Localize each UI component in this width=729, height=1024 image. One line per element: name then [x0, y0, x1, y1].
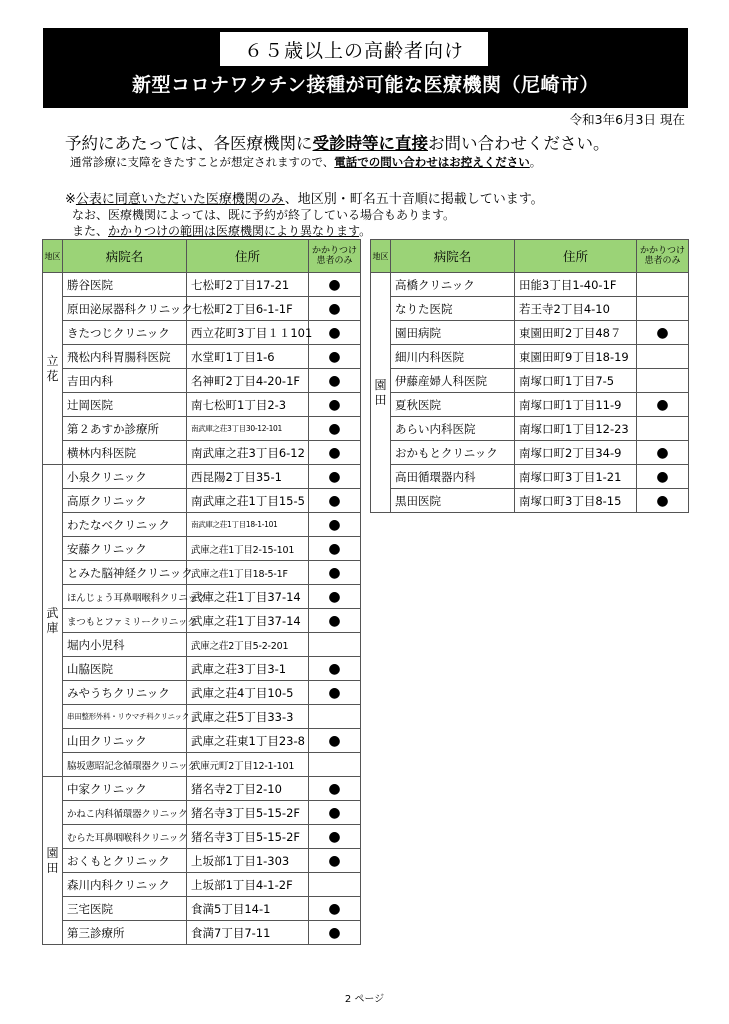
hospital-name: 原田泌尿器科クリニック [63, 297, 187, 321]
hospital-address: 南武庫之荘1丁目15-5 [187, 489, 309, 513]
notice-emphasis: 公表に同意いただいた医療機関のみ [75, 192, 285, 207]
hospital-address: 南塚口町3丁目8-15 [515, 489, 637, 513]
table-row [43, 393, 361, 417]
hospital-address: 西立花町3丁目１１101 [187, 321, 309, 345]
kakaritsuke-only-mark [309, 633, 361, 657]
hospital-address: 武庫之荘東1丁目23-8 [187, 729, 309, 753]
hospital-name: 第２あすか診療所 [63, 417, 187, 441]
hospital-name: 森川内科クリニック [63, 873, 187, 897]
hospital-address: 上坂部1丁目1-303 [187, 849, 309, 873]
hospital-address: 武庫之荘1丁目37-14 [187, 585, 309, 609]
hospital-address: 武庫之荘4丁目10-5 [187, 681, 309, 705]
kakaritsuke-only-mark: ● [309, 369, 361, 393]
hospital-address: 猪名寺3丁目5-15-2F [187, 825, 309, 849]
hospital-name: かねこ内科循環器クリニック [63, 801, 187, 825]
table-row [43, 873, 361, 897]
address-header: 住所 [515, 240, 637, 273]
kakaritsuke-only-mark [637, 369, 689, 393]
hospital-name: 黒田医院 [391, 489, 515, 513]
left-hospital-table [42, 239, 361, 945]
table-row [43, 609, 361, 633]
hospital-address: 南塚口町1丁目7-5 [515, 369, 637, 393]
kakaritsuke-only-mark: ● [309, 825, 361, 849]
table-row [43, 465, 361, 489]
page-number: 2 ページ [344, 994, 385, 1005]
kakaritsuke-only-mark: ● [309, 681, 361, 705]
name-header: 病院名 [63, 240, 187, 273]
notice-scope [72, 222, 371, 239]
kakaritsuke-header [309, 240, 361, 273]
hospital-address: 食満7丁目7-11 [187, 921, 309, 945]
kakaritsuke-only-mark: ● [637, 465, 689, 489]
hospital-name: 堀内小児科 [63, 633, 187, 657]
hospital-name: 横林内科医院 [63, 441, 187, 465]
kakaritsuke-only-mark: ● [309, 417, 361, 441]
table-row [43, 417, 361, 441]
table-row [43, 681, 361, 705]
kakaritsuke-header-line1: かかりつけ [639, 246, 685, 256]
hospital-name: 園田病院 [391, 321, 515, 345]
hospital-name: むらた耳鼻咽喉科クリニック [63, 825, 187, 849]
kakaritsuke-only-mark: ● [309, 297, 361, 321]
hospital-name: 高原クリニック [63, 489, 187, 513]
kakaritsuke-only-mark: ● [309, 537, 361, 561]
hospital-address: 猪名寺3丁目5-15-2F [187, 801, 309, 825]
kakaritsuke-only-mark: ● [637, 321, 689, 345]
hospital-name: 小泉クリニック [63, 465, 187, 489]
hospital-name: とみた脳神経クリニック [63, 561, 187, 585]
table-row [43, 657, 361, 681]
kakaritsuke-only-mark [637, 417, 689, 441]
notice-text: 、地区別・町名五十音順に掲載しています。 [284, 192, 544, 207]
kakaritsuke-only-mark: ● [309, 609, 361, 633]
subtitle: ６５歳以上の高齢者向け [243, 39, 464, 62]
table-row [371, 393, 689, 417]
table-row [371, 345, 689, 369]
hospital-name: 細川内科医院 [391, 345, 515, 369]
hospital-address: 南武庫之荘3丁目30-12-101 [187, 417, 309, 441]
table-row [43, 513, 361, 537]
hospital-name: 第三診療所 [63, 921, 187, 945]
table-row [43, 825, 361, 849]
hospital-name: 吉田内科 [63, 369, 187, 393]
notice-text: 。 [529, 155, 542, 169]
table-row [371, 297, 689, 321]
kakaritsuke-only-mark: ● [309, 393, 361, 417]
notice-text: また、 [72, 224, 109, 238]
kakaritsuke-only-mark [637, 345, 689, 369]
kakaritsuke-only-mark [637, 297, 689, 321]
kakaritsuke-only-mark: ● [309, 561, 361, 585]
notice-reservation [65, 130, 610, 154]
hospital-address: 武庫之荘1丁目2-15-101 [187, 537, 309, 561]
hospital-address: 七松町2丁目17-21 [187, 273, 309, 297]
table-row [43, 801, 361, 825]
kakaritsuke-only-mark: ● [309, 345, 361, 369]
kakaritsuke-header-line1: かかりつけ [311, 246, 357, 256]
table-row [43, 345, 361, 369]
hospital-address: 猪名寺2丁目2-10 [187, 777, 309, 801]
table-row [43, 705, 361, 729]
hospital-address: 南塚口町1丁目11-9 [515, 393, 637, 417]
table-header-row [43, 240, 361, 273]
hospital-address: 田能3丁目1-40-1F [515, 273, 637, 297]
kakaritsuke-header [637, 240, 689, 273]
address-header: 住所 [187, 240, 309, 273]
hospital-name: 脇坂憲昭記念循環器クリニック [63, 753, 187, 777]
kakaritsuke-only-mark: ● [637, 441, 689, 465]
kakaritsuke-only-mark: ● [309, 801, 361, 825]
hospital-name: わたなべクリニック [63, 513, 187, 537]
notice-text: 通常診療に支障をきたすことが想定されますので、 [70, 155, 335, 169]
kakaritsuke-only-mark: ● [309, 921, 361, 945]
kakaritsuke-only-mark: ● [309, 441, 361, 465]
kakaritsuke-only-mark: ● [309, 321, 361, 345]
table-row [43, 897, 361, 921]
notice-text: お問い合わせください。 [428, 134, 610, 153]
table-row [371, 465, 689, 489]
area-header: 地区 [371, 240, 391, 273]
hospital-address: 七松町2丁目6-1-1F [187, 297, 309, 321]
hospital-name: おかもとクリニック [391, 441, 515, 465]
notice-listing [65, 188, 544, 207]
hospital-name: 山田クリニック [63, 729, 187, 753]
table-row [43, 369, 361, 393]
hospital-name: 辻岡医院 [63, 393, 187, 417]
notice-text: ※ [65, 192, 76, 207]
table-row [43, 921, 361, 945]
kakaritsuke-only-mark: ● [309, 849, 361, 873]
hospital-address: 南七松町1丁目2-3 [187, 393, 309, 417]
table-row [371, 273, 689, 297]
hospital-name: きたつじクリニック [63, 321, 187, 345]
hospital-name: 高橋クリニック [391, 273, 515, 297]
hospital-address: 武庫之荘5丁目33-3 [187, 705, 309, 729]
hospital-name: 勝谷医院 [63, 273, 187, 297]
notice-text: 。 [359, 224, 372, 238]
notice-ended: なお、医療機関によっては、既に予約が終了している場合もあります。 [72, 208, 456, 222]
hospital-name: あらい内科医院 [391, 417, 515, 441]
hospital-address: 武庫之荘3丁目3-1 [187, 657, 309, 681]
hospital-address: 東園田町9丁目18-19 [515, 345, 637, 369]
kakaritsuke-only-mark: ● [309, 273, 361, 297]
hospital-address: 南武庫之荘1丁目18-1-101 [187, 513, 309, 537]
kakaritsuke-only-mark [637, 273, 689, 297]
notice-emphasis: 受診時等に直接 [312, 134, 428, 153]
hospital-name: 串田整形外科・リウマチ科クリニック [63, 705, 187, 729]
hospital-name: 飛松内科胃腸科医院 [63, 345, 187, 369]
kakaritsuke-only-mark: ● [309, 897, 361, 921]
subtitle-box [220, 32, 488, 66]
hospital-address: 武庫元町2丁目12-1-101 [187, 753, 309, 777]
hospital-name: 高田循環器内科 [391, 465, 515, 489]
hospital-address: 南塚口町3丁目1-21 [515, 465, 637, 489]
hospital-address: 武庫之荘1丁目18-5-1F [187, 561, 309, 585]
table-row [43, 489, 361, 513]
table-row [43, 729, 361, 753]
kakaritsuke-only-mark: ● [309, 657, 361, 681]
kakaritsuke-only-mark: ● [637, 489, 689, 513]
hospital-name: なりた医院 [391, 297, 515, 321]
hospital-address: 南塚口町2丁目34-9 [515, 441, 637, 465]
notice-text: 予約にあたっては、各医療機関に [65, 134, 313, 153]
kakaritsuke-only-mark: ● [309, 729, 361, 753]
as-of-date: 令和3年6月3日 現在 [569, 112, 685, 127]
table-header-row [371, 240, 689, 273]
hospital-address: 名神町2丁目4-20-1F [187, 369, 309, 393]
table-row [43, 585, 361, 609]
name-header: 病院名 [391, 240, 515, 273]
kakaritsuke-header-line2: 患者のみ [644, 256, 681, 266]
kakaritsuke-only-mark: ● [309, 777, 361, 801]
kakaritsuke-only-mark: ● [637, 393, 689, 417]
right-hospital-table [370, 239, 689, 513]
area-cell: 立花 [43, 273, 63, 465]
hospital-address: 若王寺2丁目4-10 [515, 297, 637, 321]
kakaritsuke-only-mark: ● [309, 585, 361, 609]
hospital-name: 安藤クリニック [63, 537, 187, 561]
area-cell: 武庫 [43, 465, 63, 777]
kakaritsuke-only-mark: ● [309, 513, 361, 537]
notice-phone [70, 154, 541, 170]
hospital-name: みやうちクリニック [63, 681, 187, 705]
hospital-address: 西昆陽2丁目35-1 [187, 465, 309, 489]
table-row [371, 321, 689, 345]
hospital-name: ほんじょう耳鼻咽喉科クリニック [63, 585, 187, 609]
table-row [371, 441, 689, 465]
table-row [43, 297, 361, 321]
table-row [371, 417, 689, 441]
table-row [371, 369, 689, 393]
area-header: 地区 [43, 240, 63, 273]
table-row [43, 321, 361, 345]
table-row [371, 489, 689, 513]
hospital-address: 南塚口町1丁目12-23 [515, 417, 637, 441]
table-row [43, 753, 361, 777]
notice-emphasis: かかりつけの範囲は医療機関により異なります [108, 224, 360, 238]
hospital-address: 南武庫之荘3丁目6-12 [187, 441, 309, 465]
kakaritsuke-only-mark [309, 753, 361, 777]
table-row [43, 537, 361, 561]
hospital-name: まつもとファミリークリニック [63, 609, 187, 633]
table-row [43, 633, 361, 657]
kakaritsuke-only-mark [309, 873, 361, 897]
hospital-name: 三宅医院 [63, 897, 187, 921]
table-row [43, 441, 361, 465]
table-row [43, 849, 361, 873]
hospital-name: 伊藤産婦人科医院 [391, 369, 515, 393]
hospital-address: 水堂町1丁目1-6 [187, 345, 309, 369]
hospital-name: おくもとクリニック [63, 849, 187, 873]
hospital-address: 上坂部1丁目4-1-2F [187, 873, 309, 897]
kakaritsuke-only-mark: ● [309, 465, 361, 489]
table-row [43, 777, 361, 801]
hospital-address: 武庫之荘2丁目5-2-201 [187, 633, 309, 657]
notice-emphasis: 電話での問い合わせはお控えください [334, 155, 530, 169]
hospital-address: 食満5丁目14-1 [187, 897, 309, 921]
hospital-name: 中家クリニック [63, 777, 187, 801]
hospital-name: 夏秋医院 [391, 393, 515, 417]
hospital-address: 武庫之荘1丁目37-14 [187, 609, 309, 633]
kakaritsuke-only-mark [309, 705, 361, 729]
hospital-address: 東園田町2丁目48７ [515, 321, 637, 345]
area-cell: 園田 [371, 273, 391, 513]
page-title: 新型コロナワクチン接種が可能な医療機関（尼崎市） [131, 74, 600, 96]
kakaritsuke-header-line2: 患者のみ [316, 256, 353, 266]
kakaritsuke-only-mark: ● [309, 489, 361, 513]
table-row [43, 273, 361, 297]
hospital-name: 山脇医院 [63, 657, 187, 681]
area-cell: 園田 [43, 777, 63, 945]
table-row [43, 561, 361, 585]
